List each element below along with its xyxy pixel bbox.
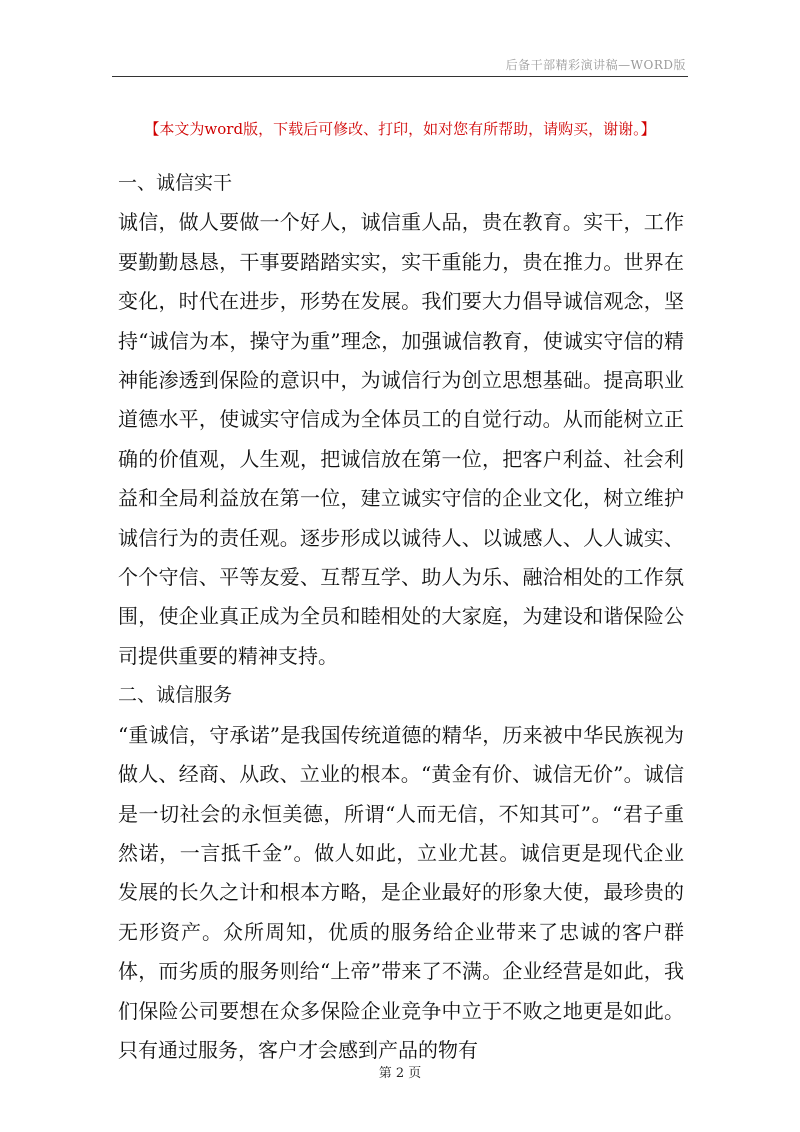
page-number: 第 2 页	[378, 1066, 422, 1081]
header-divider	[112, 76, 688, 77]
document-header-title: 后备干部精彩演讲稿—WORD版	[505, 58, 686, 72]
download-notice: 【本文为word版，下载后可修改、打印，如对您有所帮助，请购买，谢谢。】	[144, 120, 656, 138]
section-heading-integrity-service: 二、诚信服务	[118, 684, 233, 707]
section-paragraph-integrity-practical: 诚信，做人要做一个好人，诚信重人品，贵在教育。实干，工作要勤勤恳恳，干事要踏踏实实，实干重能力，贵在推力。世界在变化，时代在进步，形势在发展。我们要大力倡导诚信观念，坚持“诚信为本，操守为重”理念，加强诚信教育，使诚实守信的精神能渗透到保险的意识中，为诚信行为创立思想基础。提高职业道德水平，使诚实守信成为全体员工的自觉行动。从而能树立正确的价值观，人生观，把诚信放在第一位，把客户利益、社会利益和全局利益放在第一位，建立诚实守信的企业文化，树立维护诚信行为的责任观。逐步形成以诚待人、以诚感人、人人诚实、个个守信、平等友爱、互帮互学、助人为乐、融洽相处的工作氛围，使企业真正成为全员和睦相处的大家庭，为建设和谐保险公司提供重要的精神支持。	[118, 210, 684, 668]
document-body	[118, 164, 684, 1070]
section-heading-integrity-practical: 一、诚信实干	[118, 172, 233, 194]
section-paragraph-integrity-service: “重诚信，守承诺”是我国传统道德的精华，历来被中华民族视为做人、经商、从政、立业的根本。“黄金有价、诚信无价”。诚信是一切社会的永恒美德，所谓“人而无信，不知其可”。“君子重然诺，一言抵千金”。做人如此，立业尤甚。诚信更是现代企业发展的长久之计和根本方略，是企业最好的形象大使，最珍贵的无形资产。众所周知，优质的服务给企业带来了忠诚的客户群体，而劣质的服务则给“上帝”带来了不满。企业经营是如此，我们保险公司要想在众多保险企业竞争中立于不败之地更是如此。只有通过服务，客户才会感到产品的物有	[118, 722, 684, 1062]
